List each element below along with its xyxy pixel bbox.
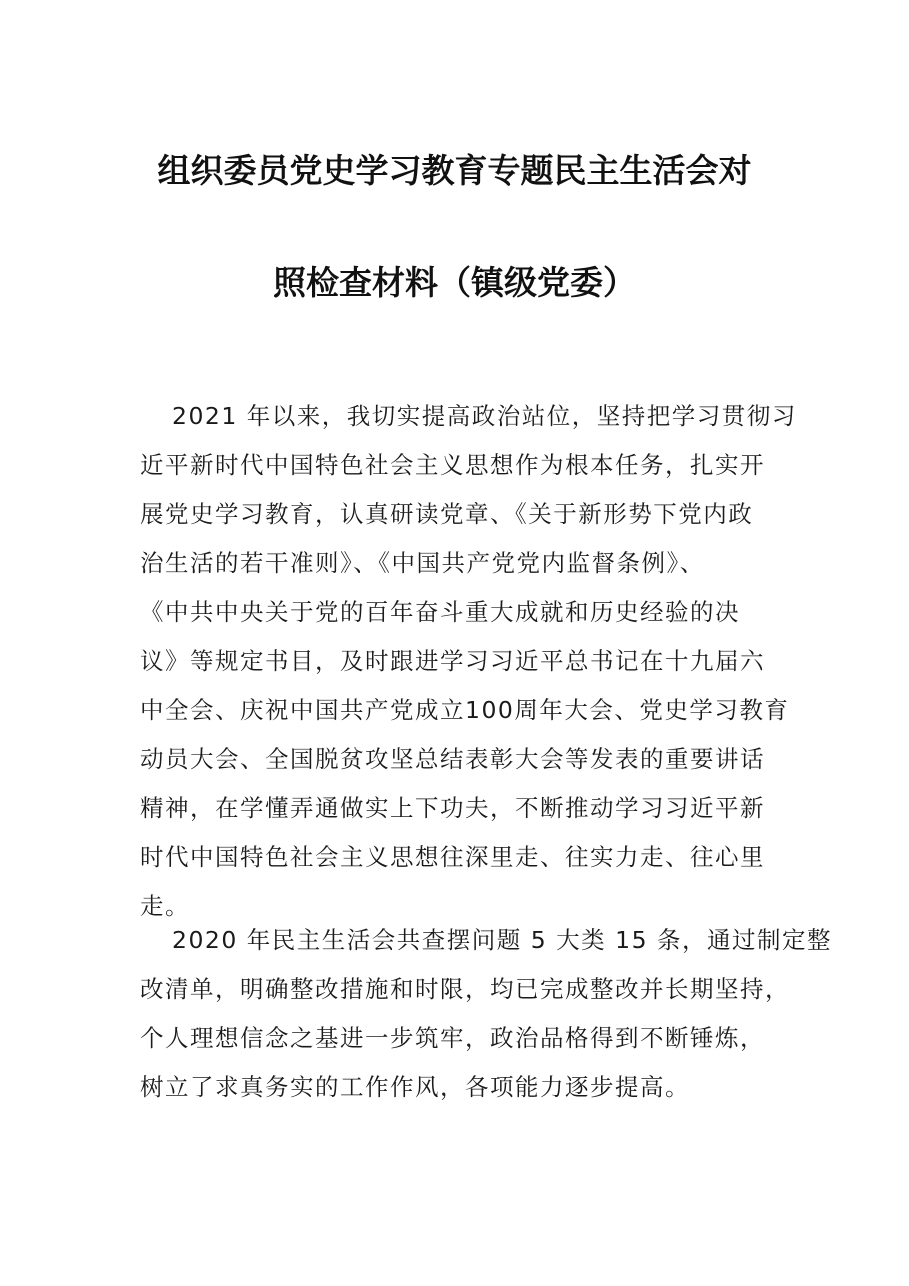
paragraph-line: 走。 <box>140 892 190 920</box>
paragraph-2 <box>140 916 833 1112</box>
paragraph-line: 2021 年以来，我切实提高政治站位，坚持把学习贯彻习 <box>172 402 797 430</box>
paragraph-line: 个人理想信念之基进一步筑牢，政治品格得到不断锤炼， <box>140 1024 765 1052</box>
paragraph-line: 改清单，明确整改措施和时限，均已完成整改并长期坚持， <box>140 975 790 1003</box>
paragraph-line: 精神，在学懂弄通做实上下功夫，不断推动学习习近平新 <box>140 794 765 822</box>
paragraph-line: 近平新时代中国特色社会主义思想作为根本任务，扎实开 <box>140 451 765 479</box>
document-title-line-1: 组织委员党史学习教育专题民主生活会对 <box>157 151 752 190</box>
paragraph-line: 中全会、庆祝中国共产党成立100周年大会、党史学习教育 <box>140 696 790 724</box>
paragraph-line: 治生活的若干准则》、《中国共产党党内监督条例》、 <box>140 549 705 577</box>
paragraph-line: 展党史学习教育，认真研读党章、《关于新形势下党内政 <box>140 500 754 528</box>
document-title-line-2: 照检查材料（镇级党委） <box>273 263 636 302</box>
paragraph-line: 树立了求真务实的工作作风，各项能力逐步提高。 <box>140 1073 690 1101</box>
paragraph-line: 时代中国特色社会主义思想往深里走、往实力走、往心里 <box>140 843 765 871</box>
paragraph-1 <box>140 392 797 931</box>
paragraph-line: 议》等规定书目，及时跟进学习习近平总书记在十九届六 <box>140 647 765 675</box>
paragraph-line: 《中共中央关于党的百年奋斗重大成就和历史经验的决 <box>140 598 740 626</box>
paragraph-line: 2020 年民主生活会共查摆问题 5 大类 15 条，通过制定整 <box>172 926 833 954</box>
paragraph-line: 动员大会、全国脱贫攻坚总结表彰大会等发表的重要讲话 <box>140 745 765 773</box>
